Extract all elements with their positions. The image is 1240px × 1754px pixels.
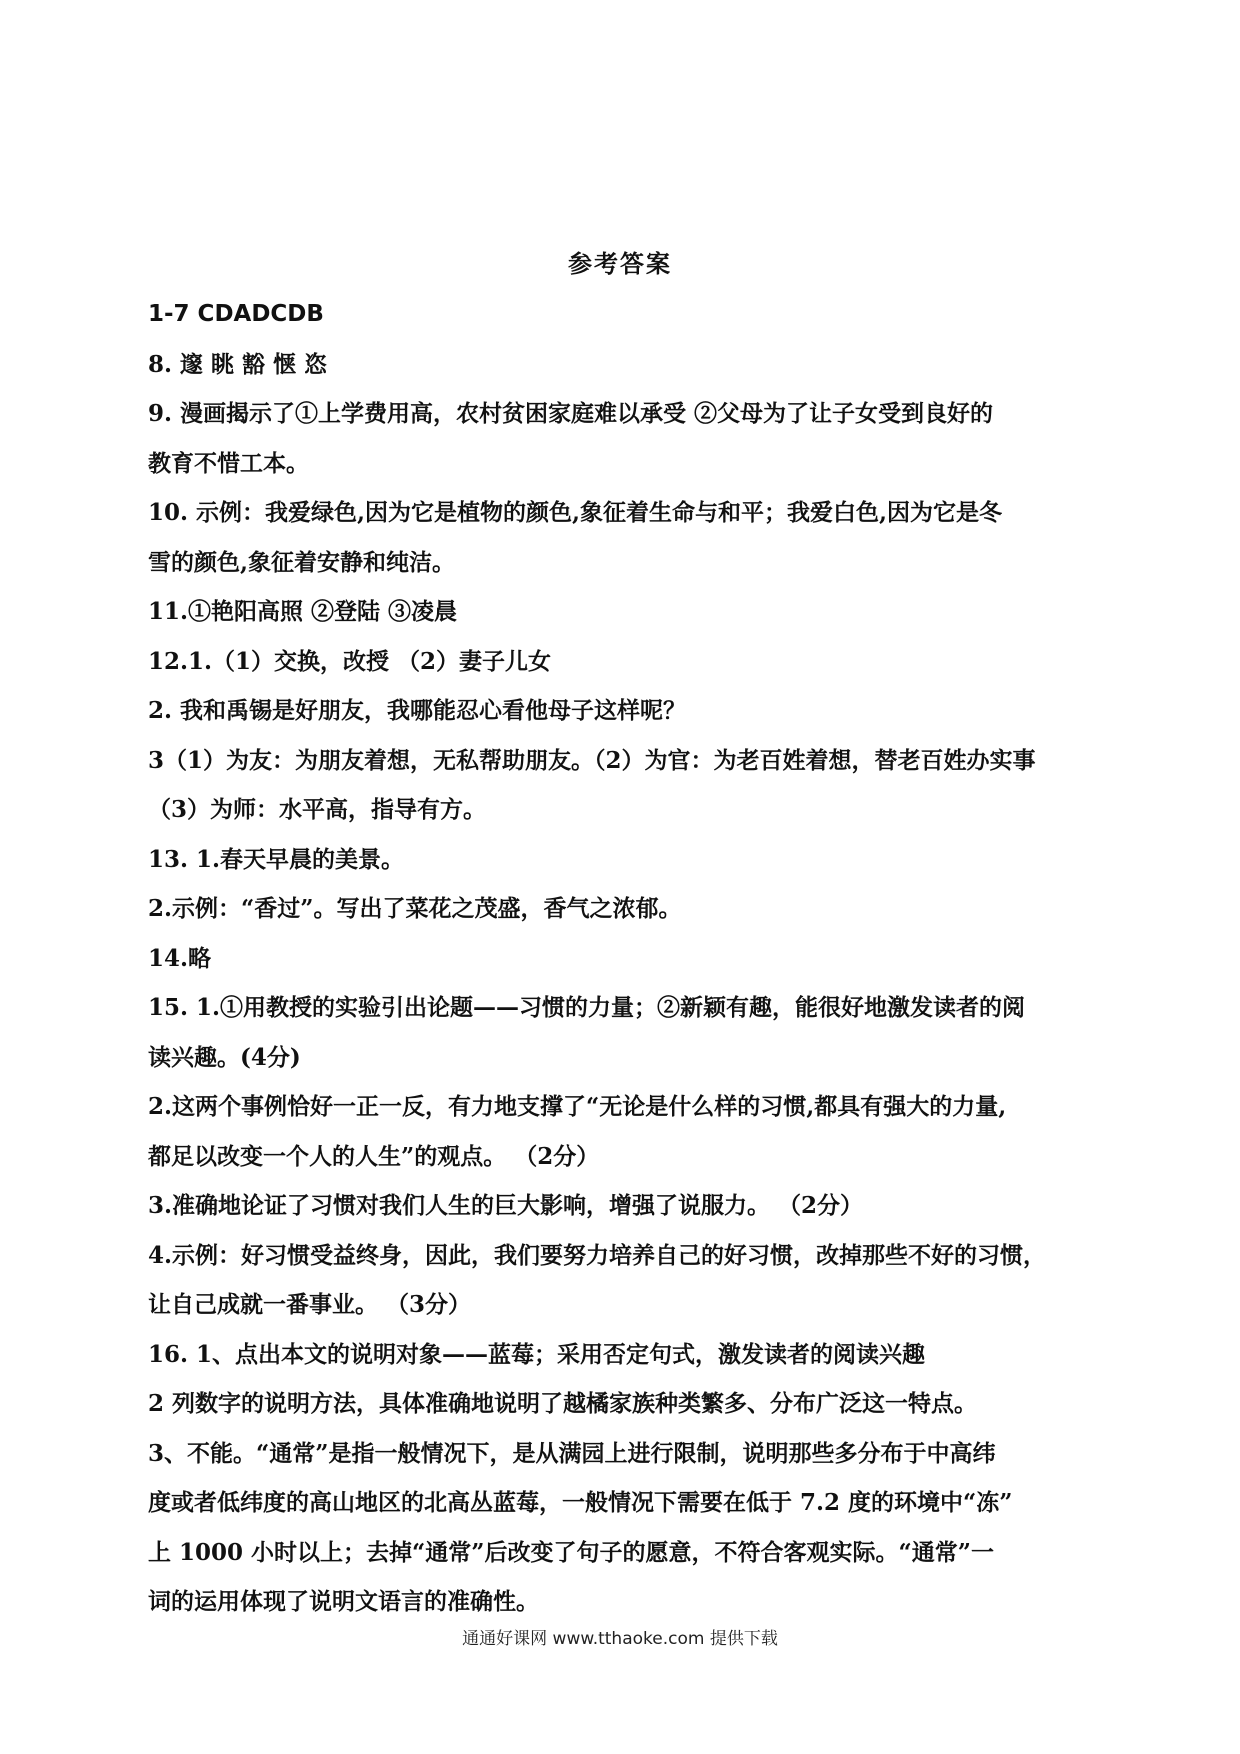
answer-line: 12.1.（1）交换，改授 （2）妻子儿女 bbox=[148, 647, 552, 675]
answer-line: 3（1）为友：为朋友着想，无私帮助朋友。（2）为官：为老百姓着想，替老百姓办实事 bbox=[148, 746, 1036, 774]
answer-line: 3.准确地论证了习惯对我们人生的巨大影响，增强了说服力。 （2分） bbox=[148, 1192, 864, 1219]
answer-line: 2. 我和禹锡是好朋友，我哪能忍心看他母子这样呢？ bbox=[148, 697, 687, 724]
answer-line: （3）为师：水平高，指导有方。 bbox=[148, 796, 487, 823]
answer-line: 2.这两个事例恰好一正一反，有力地支撑了“无论是什么样的习惯,都具有强大的力量, bbox=[148, 1093, 1007, 1120]
answer-line: 让自己成就一番事业。 （3分） bbox=[148, 1291, 472, 1318]
answer-line: 10. 示例：我爱绿色,因为它是植物的颜色,象征着生命与和平；我爱白色,因为它是冬 bbox=[148, 499, 1003, 526]
answer-line: 度或者低纬度的高山地区的北高丛蓝莓，一般情况下需要在低于 7.2 度的环境中“冻” bbox=[148, 1489, 1013, 1516]
answer-line: 4.示例：好习惯受益终身，因此，我们要努力培养自己的好习惯，改掉那些不好的习惯， bbox=[148, 1241, 1047, 1269]
answer-line: 13. 1.春天早晨的美景。 bbox=[148, 845, 405, 873]
answer-line: 16. 1、点出本文的说明对象——蓝莓；采用否定句式，激发读者的阅读兴趣 bbox=[148, 1340, 926, 1368]
answer-line: 雪的颜色,象征着安静和纯洁。 bbox=[148, 548, 456, 576]
answer-line: 9. 漫画揭示了①上学费用高，农村贫困家庭难以承受 ②父母为了让子女受到良好的 bbox=[148, 400, 994, 427]
answer-line: 1-7 CDADCDB bbox=[148, 301, 324, 327]
answer-line: 8. 邃 眺 豁 惬 恣 bbox=[148, 350, 328, 378]
download-footer: 通通好课网 www.tthaoke.com 提供下载 bbox=[462, 1629, 778, 1649]
page-title: 参考答案 bbox=[568, 249, 672, 278]
answer-line: 词的运用体现了说明文语言的准确性。 bbox=[148, 1588, 539, 1615]
answer-line: 15. 1.①用教授的实验引出论题——习惯的力量；②新颖有趣，能很好地激发读者的阅 bbox=[148, 994, 1026, 1021]
answer-line: 3、不能。“通常”是指一般情况下，是从满园上进行限制，说明那些多分布于中高纬 bbox=[148, 1439, 996, 1467]
answer-line: 读兴趣。(4分) bbox=[148, 1043, 301, 1071]
answer-line: 上 1000 小时以上；去掉“通常”后改变了句子的愿意，不符合客观实际。“通常”一 bbox=[148, 1538, 994, 1566]
answer-line: 2 列数字的说明方法，具体准确地说明了越橘家族种类繁多、分布广泛这一特点。 bbox=[148, 1390, 978, 1417]
answer-line: 14.略 bbox=[148, 944, 212, 972]
answer-line: 教育不惜工本。 bbox=[148, 449, 309, 477]
answer-content bbox=[148, 290, 1098, 1627]
answer-line: 2.示例：“香过”。写出了菜花之茂盛，香气之浓郁。 bbox=[148, 895, 682, 922]
answer-line: 11.①艳阳高照 ②登陆 ③凌晨 bbox=[148, 598, 458, 625]
answer-line: 都足以改变一个人的人生”的观点。 （2分） bbox=[148, 1142, 600, 1170]
